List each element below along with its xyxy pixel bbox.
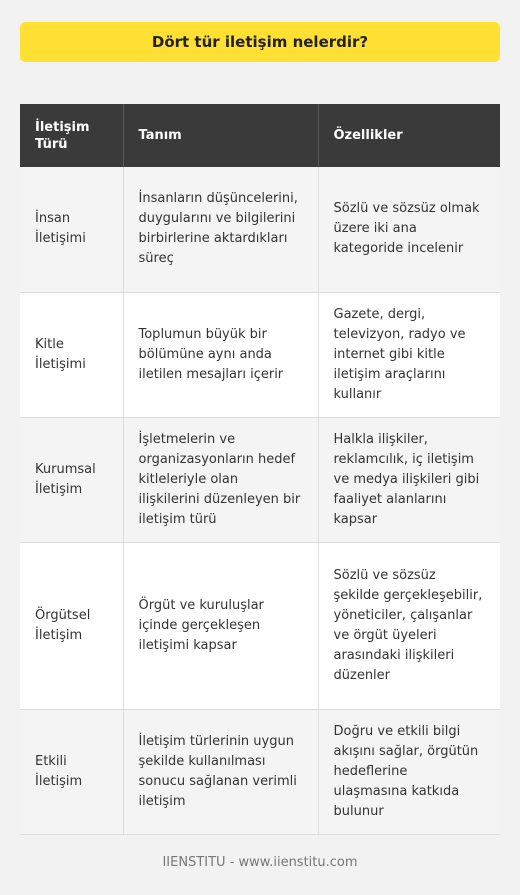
cell-type: Kurumsal İletişim	[20, 417, 123, 542]
cell-features: Sözlü ve sözsüz şekilde gerçekleşebilir, yöneticiler, çalışanlar ve örgüt üyeleri arasındaki ilişkileri düzenler	[318, 542, 500, 709]
cell-features: Halkla ilişkiler, reklamcılık, iç iletişim ve medya ilişkileri gibi faaliyet alanlarını kapsar	[318, 417, 500, 542]
table-row	[20, 167, 500, 292]
header-definition: Tanım	[123, 104, 318, 167]
cell-type: Etkili İletişim	[20, 709, 123, 834]
table-row	[20, 292, 500, 417]
cell-type: İnsan İletişimi	[20, 167, 123, 292]
cell-definition: İnsanların düşüncelerini, duygularını ve bilgilerini birbirlerine aktardıkları süreç	[123, 167, 318, 292]
page-title: Dört tür iletişim nelerdir?	[20, 22, 500, 62]
cell-type: Kitle İletişimi	[20, 292, 123, 417]
header-features: Özellikler	[318, 104, 500, 167]
cell-features: Doğru ve etkili bilgi akışını sağlar, örgütün hedeflerine ulaşmasına katkıda bulunur	[318, 709, 500, 834]
cell-features: Gazete, dergi, televizyon, radyo ve internet gibi kitle iletişim araçlarını kullanır	[318, 292, 500, 417]
footer-credit: IIENSTITU - www.iienstitu.com	[162, 855, 358, 870]
cell-definition: Örgüt ve kuruluşlar içinde gerçekleşen iletişimi kapsar	[123, 542, 318, 709]
cell-definition: İşletmelerin ve organizasyonların hedef kitleleriyle olan ilişkilerini düzenleyen bir iletişim türü	[123, 417, 318, 542]
communication-types-table	[20, 104, 500, 835]
table-row	[20, 417, 500, 542]
table-header-row	[20, 104, 500, 167]
header-type: İletişim Türü	[20, 104, 123, 167]
cell-type: Örgütsel İletişim	[20, 542, 123, 709]
cell-features: Sözlü ve sözsüz olmak üzere iki ana kategoride incelenir	[318, 167, 500, 292]
cell-definition: İletişim türlerinin uygun şekilde kullanılması sonucu sağlanan verimli iletişim	[123, 709, 318, 834]
table-row	[20, 542, 500, 709]
table-row	[20, 709, 500, 834]
cell-definition: Toplumun büyük bir bölümüne aynı anda iletilen mesajları içerir	[123, 292, 318, 417]
